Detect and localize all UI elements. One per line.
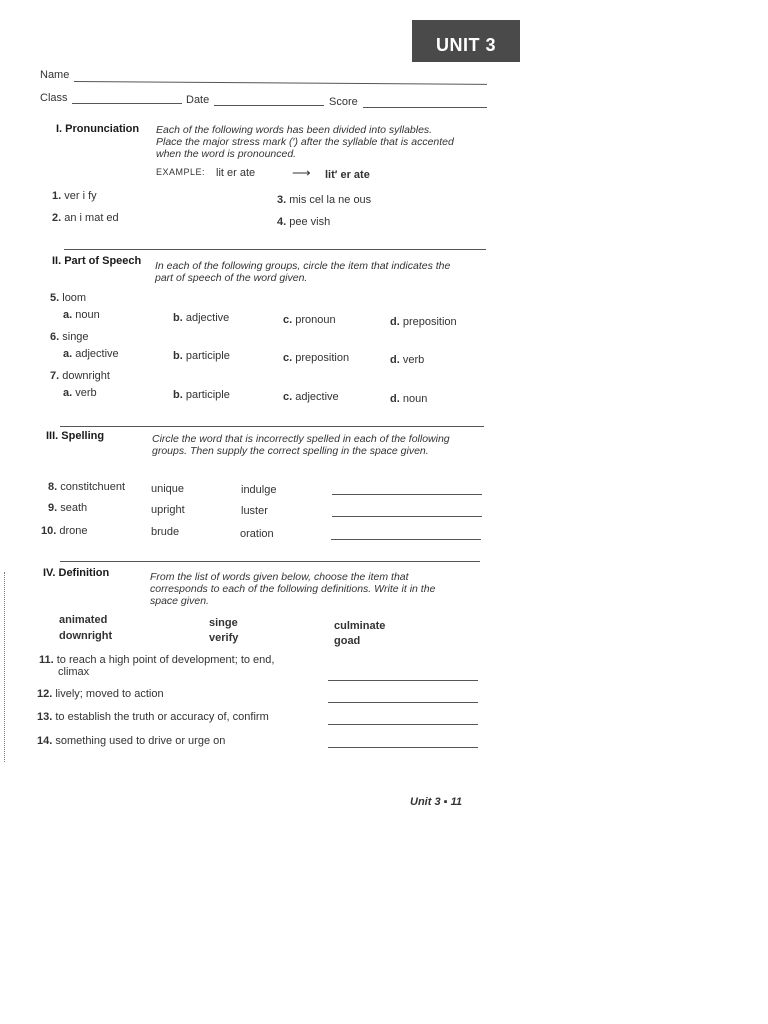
item-number: 4. (277, 216, 287, 228)
option-text: preposition (402, 316, 457, 328)
item-number: 7. (50, 370, 60, 382)
definition-text: to establish the truth or accuracy of, confirm (55, 711, 269, 723)
section-divider (60, 561, 480, 562)
word-bank-item: downright (59, 630, 113, 642)
section-pronunciation-title: I. Pronunciation (56, 123, 140, 135)
list-item (39, 654, 274, 666)
definition-text: something used to drive or urge on (55, 735, 226, 747)
spelling-word-3[interactable]: luster (241, 505, 268, 517)
unit-tab: UNIT 3 (412, 20, 520, 62)
binding-margin-mark (4, 572, 9, 762)
item-number: 2. (52, 212, 62, 224)
item-number: 13. (37, 711, 53, 723)
item-number: 3. (277, 194, 287, 206)
option-text: adjective (75, 348, 119, 360)
page-footer: Unit 3 ▪ 11 (410, 796, 462, 808)
option-text: adjective (185, 312, 230, 324)
spelling-word-2[interactable]: brude (151, 526, 180, 538)
word-bank-item: goad (334, 635, 361, 647)
section-spelling-instructions: Circle the word that is incorrectly spelled in each of the following groups. Then supply the correct spelling in the space given. (152, 433, 450, 457)
option-b[interactable] (173, 350, 230, 362)
option-text: adjective (295, 391, 339, 403)
section-part-of-speech-title: II. Part of Speech (52, 255, 142, 267)
option-c[interactable] (283, 314, 336, 326)
option-b[interactable] (173, 312, 229, 324)
answer-line[interactable] (331, 539, 481, 540)
item-text: ver i fy (64, 190, 97, 202)
name-field-line[interactable] (74, 81, 487, 85)
score-label: Score (329, 96, 358, 108)
spelling-word-3[interactable]: indulge (241, 484, 277, 496)
list-item (52, 212, 119, 224)
item-word: loom (62, 292, 87, 304)
table-row (48, 481, 125, 493)
option-text: verb (402, 354, 425, 366)
spelling-word-1[interactable]: seath (60, 502, 88, 514)
list-item (277, 194, 371, 206)
option-d[interactable] (390, 354, 424, 366)
section-part-of-speech-instructions: In each of the following groups, circle the item that indicates the part of speech of the word given. (155, 260, 451, 284)
item-number: 1. (52, 190, 62, 202)
list-item (50, 292, 86, 304)
option-letter: a. (63, 348, 73, 360)
item-number: 5. (50, 292, 60, 304)
answer-line[interactable] (328, 680, 478, 681)
option-text: participle (185, 350, 230, 362)
answer-line[interactable] (332, 494, 482, 495)
option-text: participle (185, 389, 230, 401)
example-word: lit er ate (216, 167, 256, 179)
item-text: pee vish (289, 216, 331, 228)
option-c[interactable] (283, 391, 339, 403)
definition-text: lively; moved to action (55, 688, 164, 700)
option-text: noun (75, 309, 100, 321)
answer-line[interactable] (328, 747, 478, 748)
option-letter: b. (173, 312, 183, 324)
table-row (41, 525, 88, 537)
spelling-word-1[interactable]: drone (59, 525, 88, 537)
section-divider (60, 426, 484, 427)
answer-line[interactable] (328, 724, 478, 725)
example-arrow-icon: ⟶ (292, 165, 311, 180)
example-answer: lit′ er ate (325, 169, 370, 181)
item-number: 12. (37, 688, 53, 700)
option-letter: d. (390, 316, 400, 328)
option-letter: a. (63, 309, 73, 321)
date-field-line[interactable] (214, 105, 324, 106)
spelling-word-2[interactable]: upright (151, 504, 185, 516)
name-label: Name (40, 69, 70, 81)
list-item (37, 711, 269, 723)
definition-text-continued: climax (58, 666, 90, 678)
list-item (37, 688, 164, 700)
option-d[interactable] (390, 316, 457, 328)
item-word: singe (62, 331, 89, 343)
item-number: 10. (41, 525, 57, 537)
definition-text: to reach a high point of development; to end, (56, 654, 275, 666)
example-label: EXAMPLE: (156, 167, 206, 177)
option-letter: d. (390, 393, 400, 405)
list-item (50, 331, 89, 343)
option-a[interactable] (63, 348, 119, 360)
section-divider (64, 249, 486, 250)
option-c[interactable] (283, 352, 349, 364)
section-spelling-title: III. Spelling (46, 430, 105, 442)
option-letter: d. (390, 354, 400, 366)
option-letter: c. (283, 352, 293, 364)
option-letter: b. (173, 389, 183, 401)
word-bank-item: culminate (334, 620, 386, 632)
option-b[interactable] (173, 389, 230, 401)
option-a[interactable] (63, 387, 97, 399)
section-definition-instructions: From the list of words given below, choose the item that corresponds to each of the following definitions. Write it in the space given. (150, 571, 436, 607)
option-letter: b. (173, 350, 183, 362)
item-number: 8. (48, 481, 58, 493)
option-letter: c. (283, 314, 293, 326)
item-text: an i mat ed (64, 212, 119, 224)
word-bank-item: singe (209, 617, 238, 629)
class-field-line[interactable] (72, 103, 182, 104)
item-number: 9. (48, 502, 58, 514)
item-number: 11. (39, 654, 54, 666)
option-text: pronoun (295, 314, 336, 326)
option-text: noun (402, 393, 428, 405)
spelling-word-3[interactable]: oration (240, 528, 274, 540)
answer-line[interactable] (332, 516, 482, 517)
item-word: downright (62, 370, 110, 382)
item-number: 14. (37, 735, 53, 747)
word-bank-item: verify (209, 632, 239, 644)
option-letter: a. (63, 387, 73, 399)
answer-line[interactable] (328, 702, 478, 703)
table-row (48, 502, 87, 514)
list-item (277, 216, 330, 228)
word-bank-item: animated (59, 614, 108, 626)
section-pronunciation-instructions: Each of the following words has been divided into syllables. Place the major stress mark (′) after the syllable that is accented when the word is pronounced. (156, 124, 454, 160)
list-item (50, 370, 110, 382)
spelling-word-2[interactable]: unique (151, 483, 185, 495)
option-letter: c. (283, 391, 293, 403)
score-field-line[interactable] (363, 107, 487, 108)
class-label: Class (40, 92, 68, 104)
option-text: verb (75, 387, 97, 399)
item-text: mis cel la ne ous (289, 194, 372, 206)
option-a[interactable] (63, 309, 100, 321)
section-definition-title: IV. Definition (43, 567, 110, 579)
item-number: 6. (50, 331, 60, 343)
option-d[interactable] (390, 393, 427, 405)
list-item (37, 735, 225, 747)
list-item (52, 190, 97, 202)
spelling-word-1[interactable]: constitchuent (60, 481, 126, 493)
date-label: Date (186, 94, 210, 106)
option-text: preposition (295, 352, 350, 364)
